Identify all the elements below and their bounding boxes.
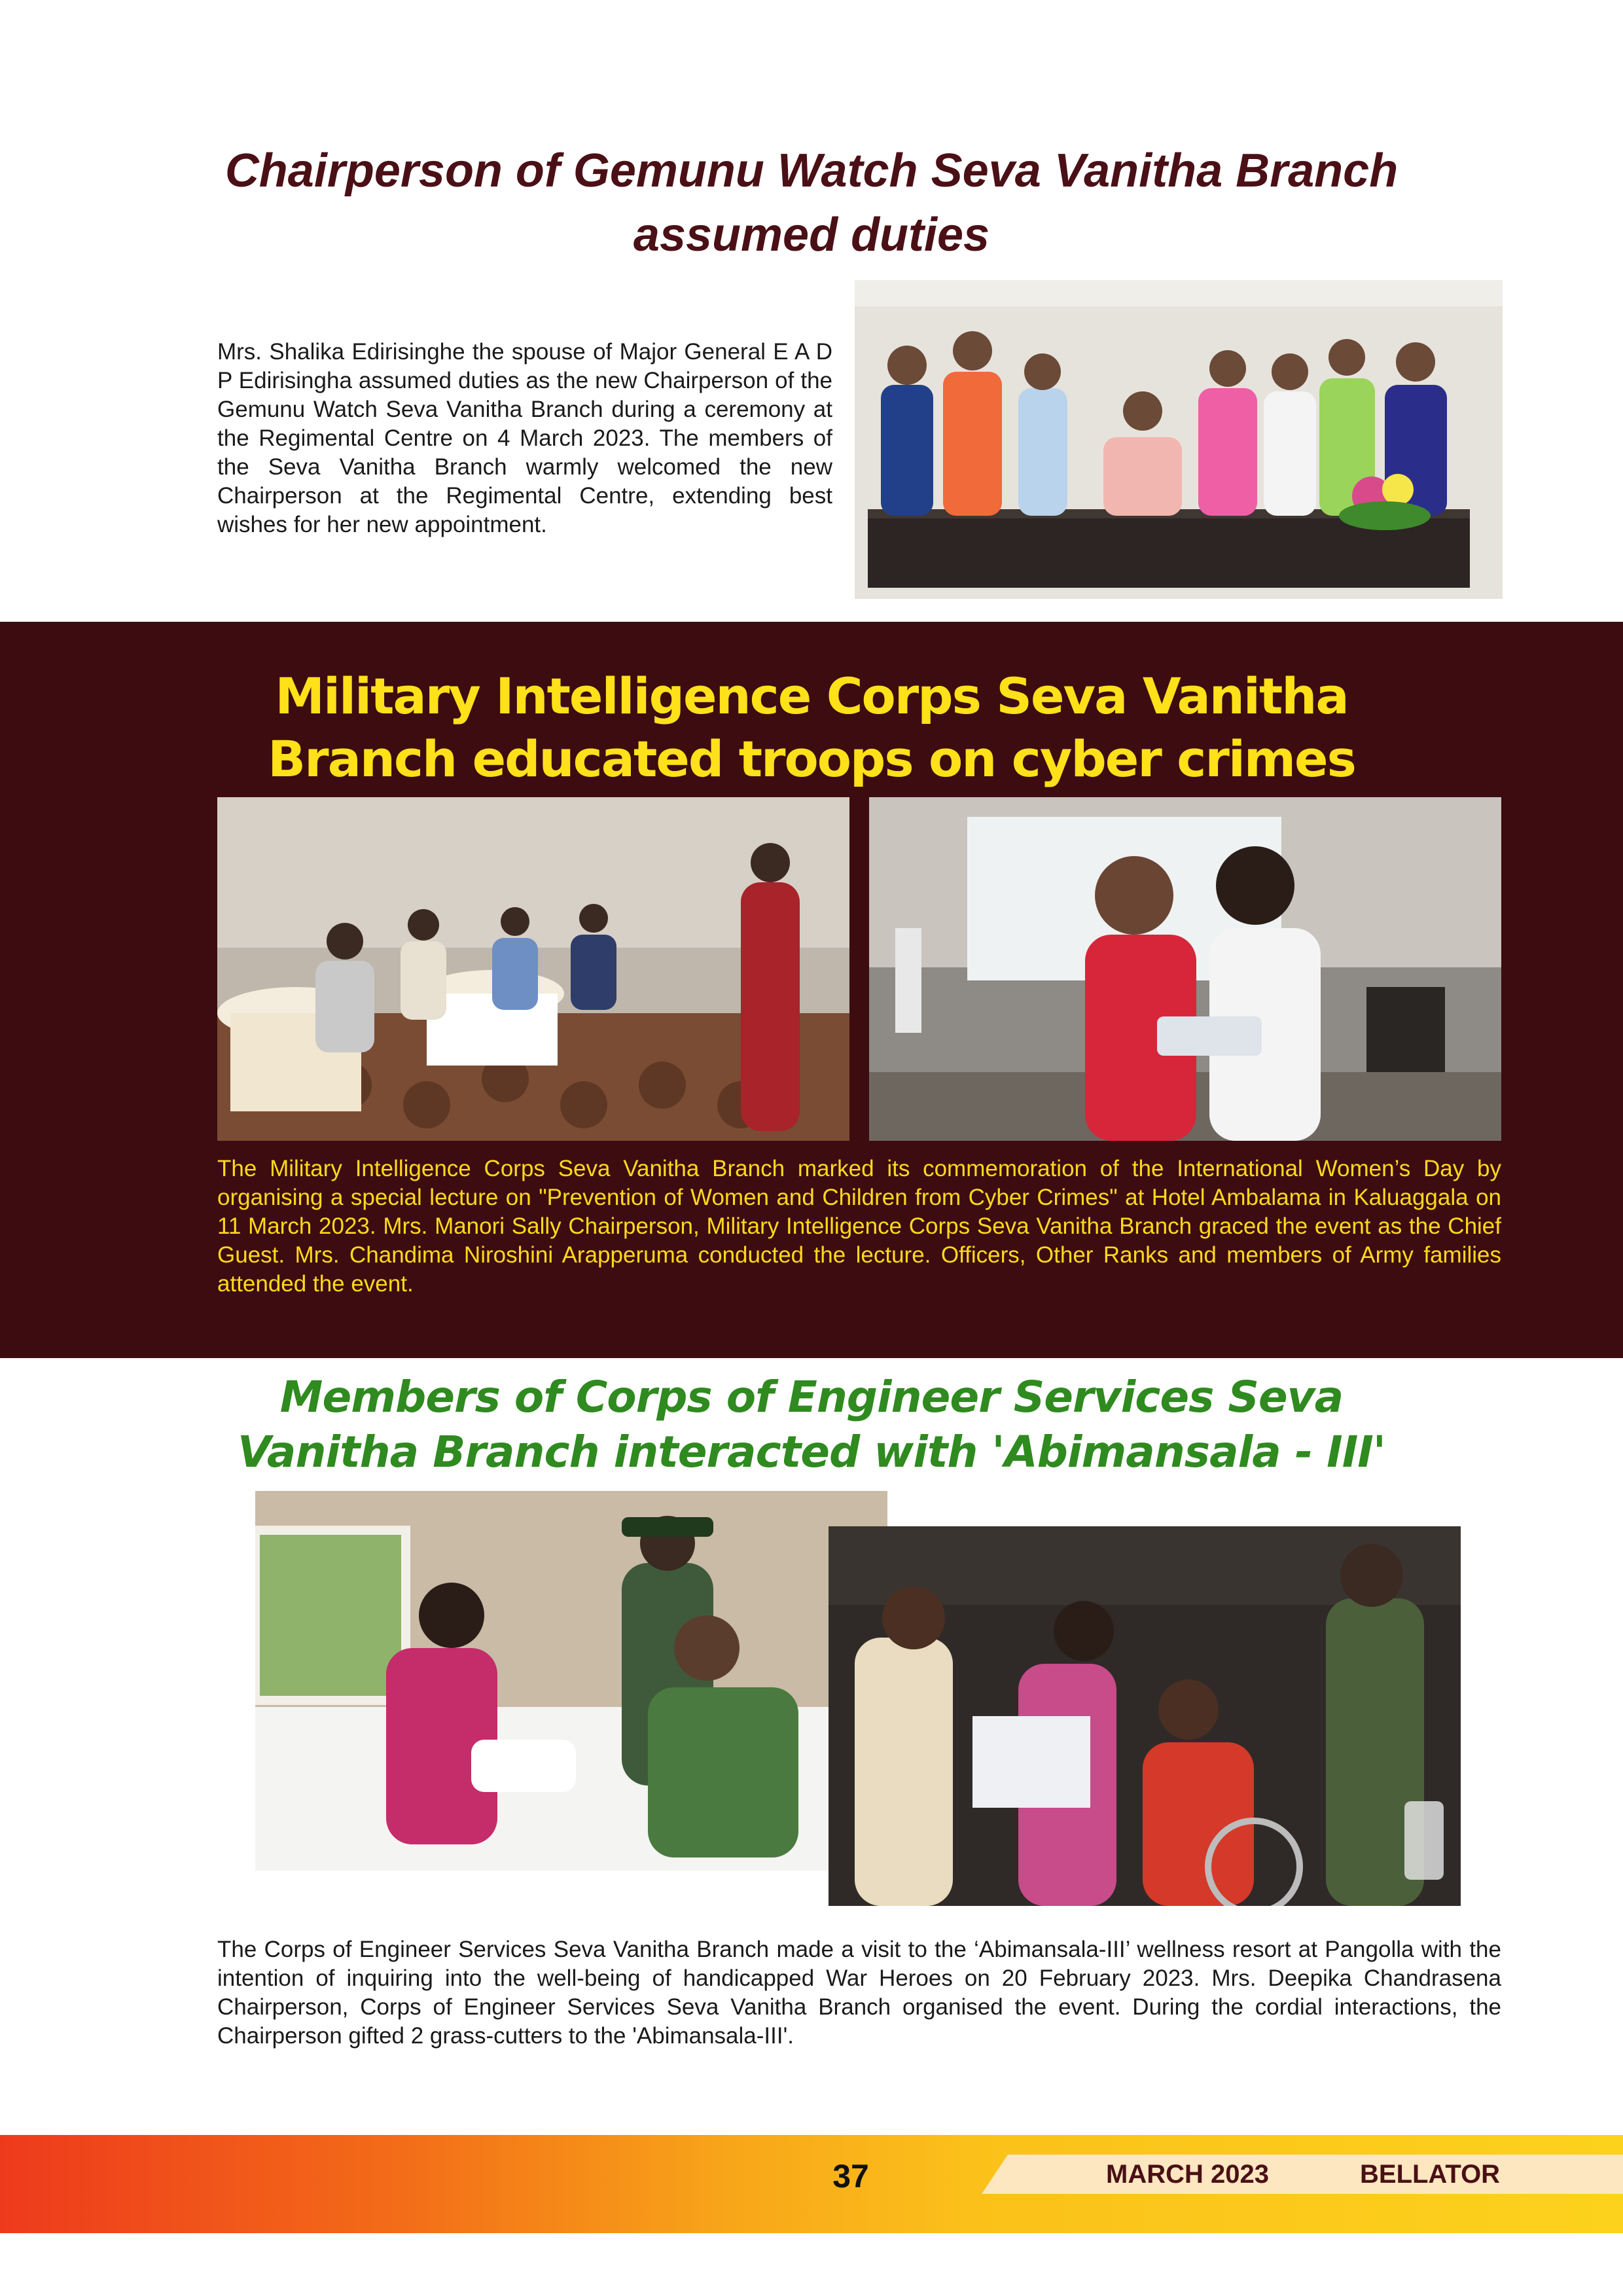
article2-title: Military Intelligence Corps Seva Vanitha Branch educated troops on cyber crimes <box>268 667 1355 788</box>
article2-lecture-photo <box>217 797 849 1141</box>
footer-tab <box>982 2155 1623 2194</box>
issue-date: MARCH 2023 <box>1106 2160 1269 2189</box>
article1-group-photo <box>855 280 1503 599</box>
article1-body: Mrs. Shalika Edirisinghe the spouse of Major General E A D P Edirisingha assumed duties as the new Chairperson of the Gemunu Watch Seva Vanitha Branch during a ceremony at the Regimental Centre on 4 March 2023. The members of the Seva Vanitha Branch warmly welcomed the new Chairperson at the Regimental Centre, extending best wishes for her new appointment. <box>217 339 832 537</box>
magazine-name: BELLATOR <box>1360 2160 1501 2189</box>
article3-visit-photo-2 <box>829 1526 1461 1906</box>
page-number: 37 <box>832 2158 869 2195</box>
article3-body: The Corps of Engineer Services Seva Vanitha Branch made a visit to the ‘Abimansala-III’ wellness resort at Pangolla with the intention of inquiring into the well-being of handicapped War Heroes on 20 February 2023. Mrs. Deepika Chandrasena Chairperson, Corps of Engineer Services Seva Vanitha Branch organised the event. During the cordial interactions, the Chairperson gifted 2 grass-cutters to the 'Abimansala-III'. <box>217 1937 1501 2049</box>
article3-visit-photo-1 <box>255 1491 887 1871</box>
article2-presentation-photo <box>869 797 1501 1141</box>
article1-title: Chairperson of Gemunu Watch Seva Vanitha Branch assumed duties <box>224 145 1399 261</box>
article2-body: The Military Intelligence Corps Seva Vanitha Branch marked its commemoration of the International Women’s Day by organising a special lecture on "Prevention of Women and Children from Cyber Crimes" at Hotel Ambalama in Kaluaggala on 11 March 2023. Mrs. Manori Sally Chairperson, Military Intelligence Corps Seva Vanitha Branch graced the event as the Chief Guest. Mrs. Chandima Niroshini Arapperuma conducted the lecture. Officers, Other Ranks and members of Army families attended the event. <box>217 1156 1501 1297</box>
article3-title: Members of Corps of Engineer Services Seva Vanitha Branch interacted with 'Abimansala - III' <box>237 1372 1386 1477</box>
